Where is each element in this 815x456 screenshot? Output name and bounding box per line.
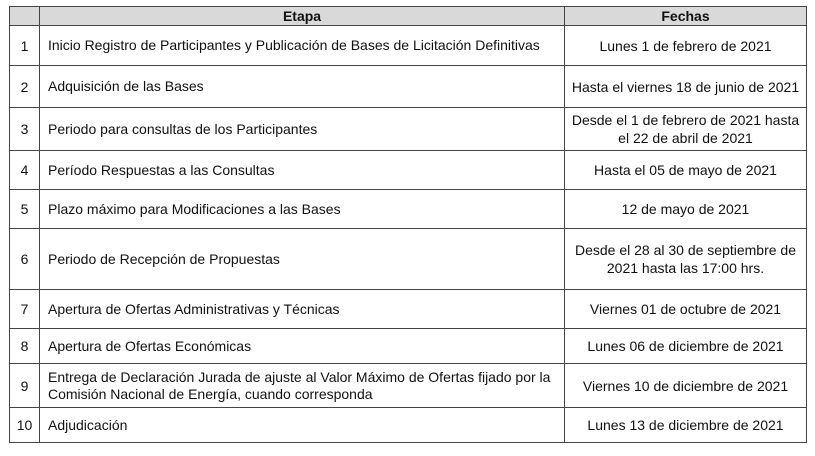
row-etapa: Periodo de Recepción de Propuestas (40, 229, 565, 290)
schedule-table (9, 6, 807, 443)
row-number: 9 (10, 364, 40, 408)
row-fecha: Desde el 28 al 30 de septiembre de 2021 hasta las 17:00 hrs. (565, 229, 807, 290)
table-row (10, 66, 807, 108)
row-fecha: Viernes 01 de octubre de 2021 (565, 290, 807, 329)
header-etapa: Etapa (40, 7, 565, 26)
row-number: 3 (10, 108, 40, 151)
row-etapa: Inicio Registro de Participantes y Publicación de Bases de Licitación Definitivas (40, 26, 565, 66)
table-row (10, 290, 807, 329)
table-row (10, 229, 807, 290)
table-row (10, 26, 807, 66)
row-fecha: 12 de mayo de 2021 (565, 190, 807, 229)
row-etapa: Período Respuestas a las Consultas (40, 151, 565, 190)
table-row (10, 190, 807, 229)
table-row (10, 151, 807, 190)
row-number: 1 (10, 26, 40, 66)
row-number: 6 (10, 229, 40, 290)
row-fecha: Lunes 1 de febrero de 2021 (565, 26, 807, 66)
header-fechas: Fechas (565, 7, 807, 26)
row-fecha: Lunes 13 de diciembre de 2021 (565, 408, 807, 443)
header-num (10, 7, 40, 26)
row-etapa: Apertura de Ofertas Económicas (40, 329, 565, 364)
row-fecha: Viernes 10 de diciembre de 2021 (565, 364, 807, 408)
row-number: 7 (10, 290, 40, 329)
row-fecha: Desde el 1 de febrero de 2021 hasta el 22 de abril de 2021 (565, 108, 807, 151)
row-etapa: Plazo máximo para Modificaciones a las Bases (40, 190, 565, 229)
row-etapa: Entrega de Declaración Jurada de ajuste al Valor Máximo de Ofertas fijado por la Comisión Nacional de Energía, cuando corresponda (40, 364, 565, 408)
row-number: 2 (10, 66, 40, 108)
row-number: 8 (10, 329, 40, 364)
row-etapa: Apertura de Ofertas Administrativas y Técnicas (40, 290, 565, 329)
row-number: 4 (10, 151, 40, 190)
row-fecha: Hasta el 05 de mayo de 2021 (565, 151, 807, 190)
table-header-row (10, 7, 807, 26)
row-fecha: Lunes 06 de diciembre de 2021 (565, 329, 807, 364)
row-etapa: Adjudicación (40, 408, 565, 443)
table-row (10, 108, 807, 151)
schedule-table-container (9, 6, 807, 443)
table-row (10, 408, 807, 443)
table-row (10, 329, 807, 364)
row-number: 5 (10, 190, 40, 229)
row-etapa: Adquisición de las Bases (40, 66, 565, 108)
row-etapa: Periodo para consultas de los Participantes (40, 108, 565, 151)
table-row (10, 364, 807, 408)
row-number: 10 (10, 408, 40, 443)
row-fecha: Hasta el viernes 18 de junio de 2021 (565, 66, 807, 108)
